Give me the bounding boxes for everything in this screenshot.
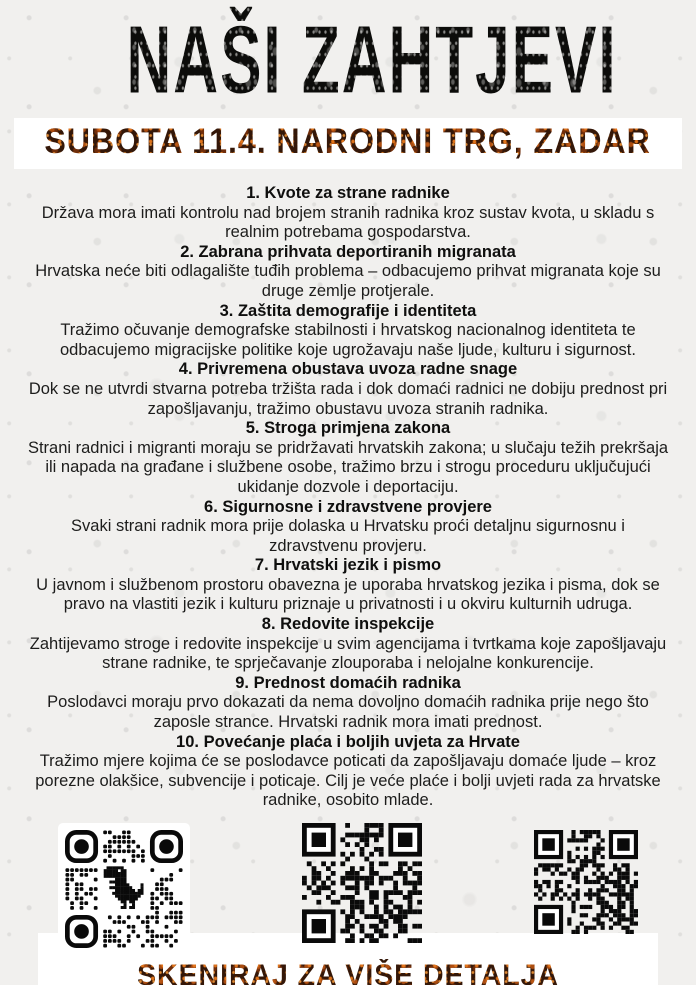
demand-heading: 3. Zaštita demografije i identiteta [219, 301, 477, 320]
demand-heading: 2. Zabrana prihvata deportiranih migranata [180, 242, 516, 261]
demand-body: Dok se ne utvrdi stvarna potreba tržišta rada i dok domaći radnici ne dobiju prednost pri zapošljavanju, tražimo obustavu uvoza stranih radnika. [28, 379, 668, 418]
title-area [0, 0, 696, 116]
qr-code-dino-icon [58, 823, 190, 955]
subtitle-banner [14, 118, 682, 169]
demand-item [27, 184, 669, 243]
demand-item [27, 733, 669, 811]
demand-heading: 4. Privremena obustava uvoza radne snage [178, 360, 518, 379]
demand-item [27, 302, 669, 361]
demand-body: Tražimo mjere kojima će se poslodavce poticati da zapošljavaju domaće ljude – kroz porezne olakšice, subvencije i poticaje. Cilj je veće plaće i bolji uvjeti rada za hrvatske radnike, osobito mlade. [35, 752, 661, 810]
demand-heading: 8. Redovite inspekcije [261, 615, 435, 634]
qr-code-icon [302, 823, 422, 943]
demand-heading: 5. Stroga primjena zakona [245, 419, 451, 438]
page-title: NAŠI ZAHTJEVI [126, 4, 617, 116]
qr-code-icon [534, 830, 638, 934]
demand-item [27, 556, 669, 615]
demand-item [27, 674, 669, 733]
demand-body: U javnom i službenom prostoru obavezna je uporaba hrvatskog jezika i pisma, dok se pravo na vlastiti jezik i kulturu priznaje u privatnosti i u okviru kulturnih udruga. [36, 575, 660, 614]
demand-body: Tražimo očuvanje demografske stabilnosti i hrvatskog nacionalnog identiteta te odbacujemo migracijske politike koje ugrožavaju naše ljude, kulturu i sigurnost. [60, 321, 636, 359]
demand-item [27, 360, 669, 419]
demand-body: Država mora imati kontrolu nad brojem stranih radnika kroz sustav kvota, u skladu s realnim potrebama gospodarstva. [41, 203, 655, 242]
demand-heading: 9. Prednost domaćih radnika [235, 673, 461, 692]
demand-heading: 6. Sigurnosne i zdravstvene provjere [204, 497, 492, 516]
demand-heading: 10. Povećanje plaća i boljih uvjeta za Hrvate [176, 732, 520, 751]
demand-body: Hrvatska neće biti odlagalište tuđih problema – odbacujemo prihvat migranata koje su druge zemlje protjerale. [35, 262, 661, 300]
demand-body: Poslodavci moraju prvo dokazati da nema dovoljno domaćih radnika prije nego što zaposle strance. Hrvatski radnik mora imati prednost. [47, 693, 649, 732]
demand-body: Strani radnici i migranti moraju se pridržavati hrvatskih zakona; u slučaju težih prekršaja ili napada na građane i službene osobe, tražimo brzu i strogu proceduru uključujući ukidanje dozvole i deportaciju. [27, 438, 669, 496]
demand-body: Svaki strani radnik mora prije dolaska u Hrvatsku proći detaljnu sigurnosnu i zdravstvenu provjeru. [71, 517, 625, 555]
demand-body: Zahtijevamo stroge i redovite inspekcije u svim agencijama i tvrtkama koje zapošljavaju strane radnike, te sprječavanje zlouporaba i nelojalne konkurencije. [29, 634, 667, 673]
demand-item [27, 615, 669, 674]
footer-cta: SKENIRAJ ZA VIŠE DETALJA [137, 959, 559, 985]
qr-row [0, 823, 696, 955]
event-date-location: SUBOTA 11.4. NARODNI TRG, ZADAR [44, 122, 652, 161]
demand-item [27, 243, 669, 302]
demand-item [27, 498, 669, 557]
demand-heading: 1. Kvote za strane radnike [246, 184, 450, 202]
demands-list [0, 169, 696, 811]
demand-item [27, 419, 669, 497]
demand-heading: 7. Hrvatski jezik i pismo [254, 556, 442, 575]
